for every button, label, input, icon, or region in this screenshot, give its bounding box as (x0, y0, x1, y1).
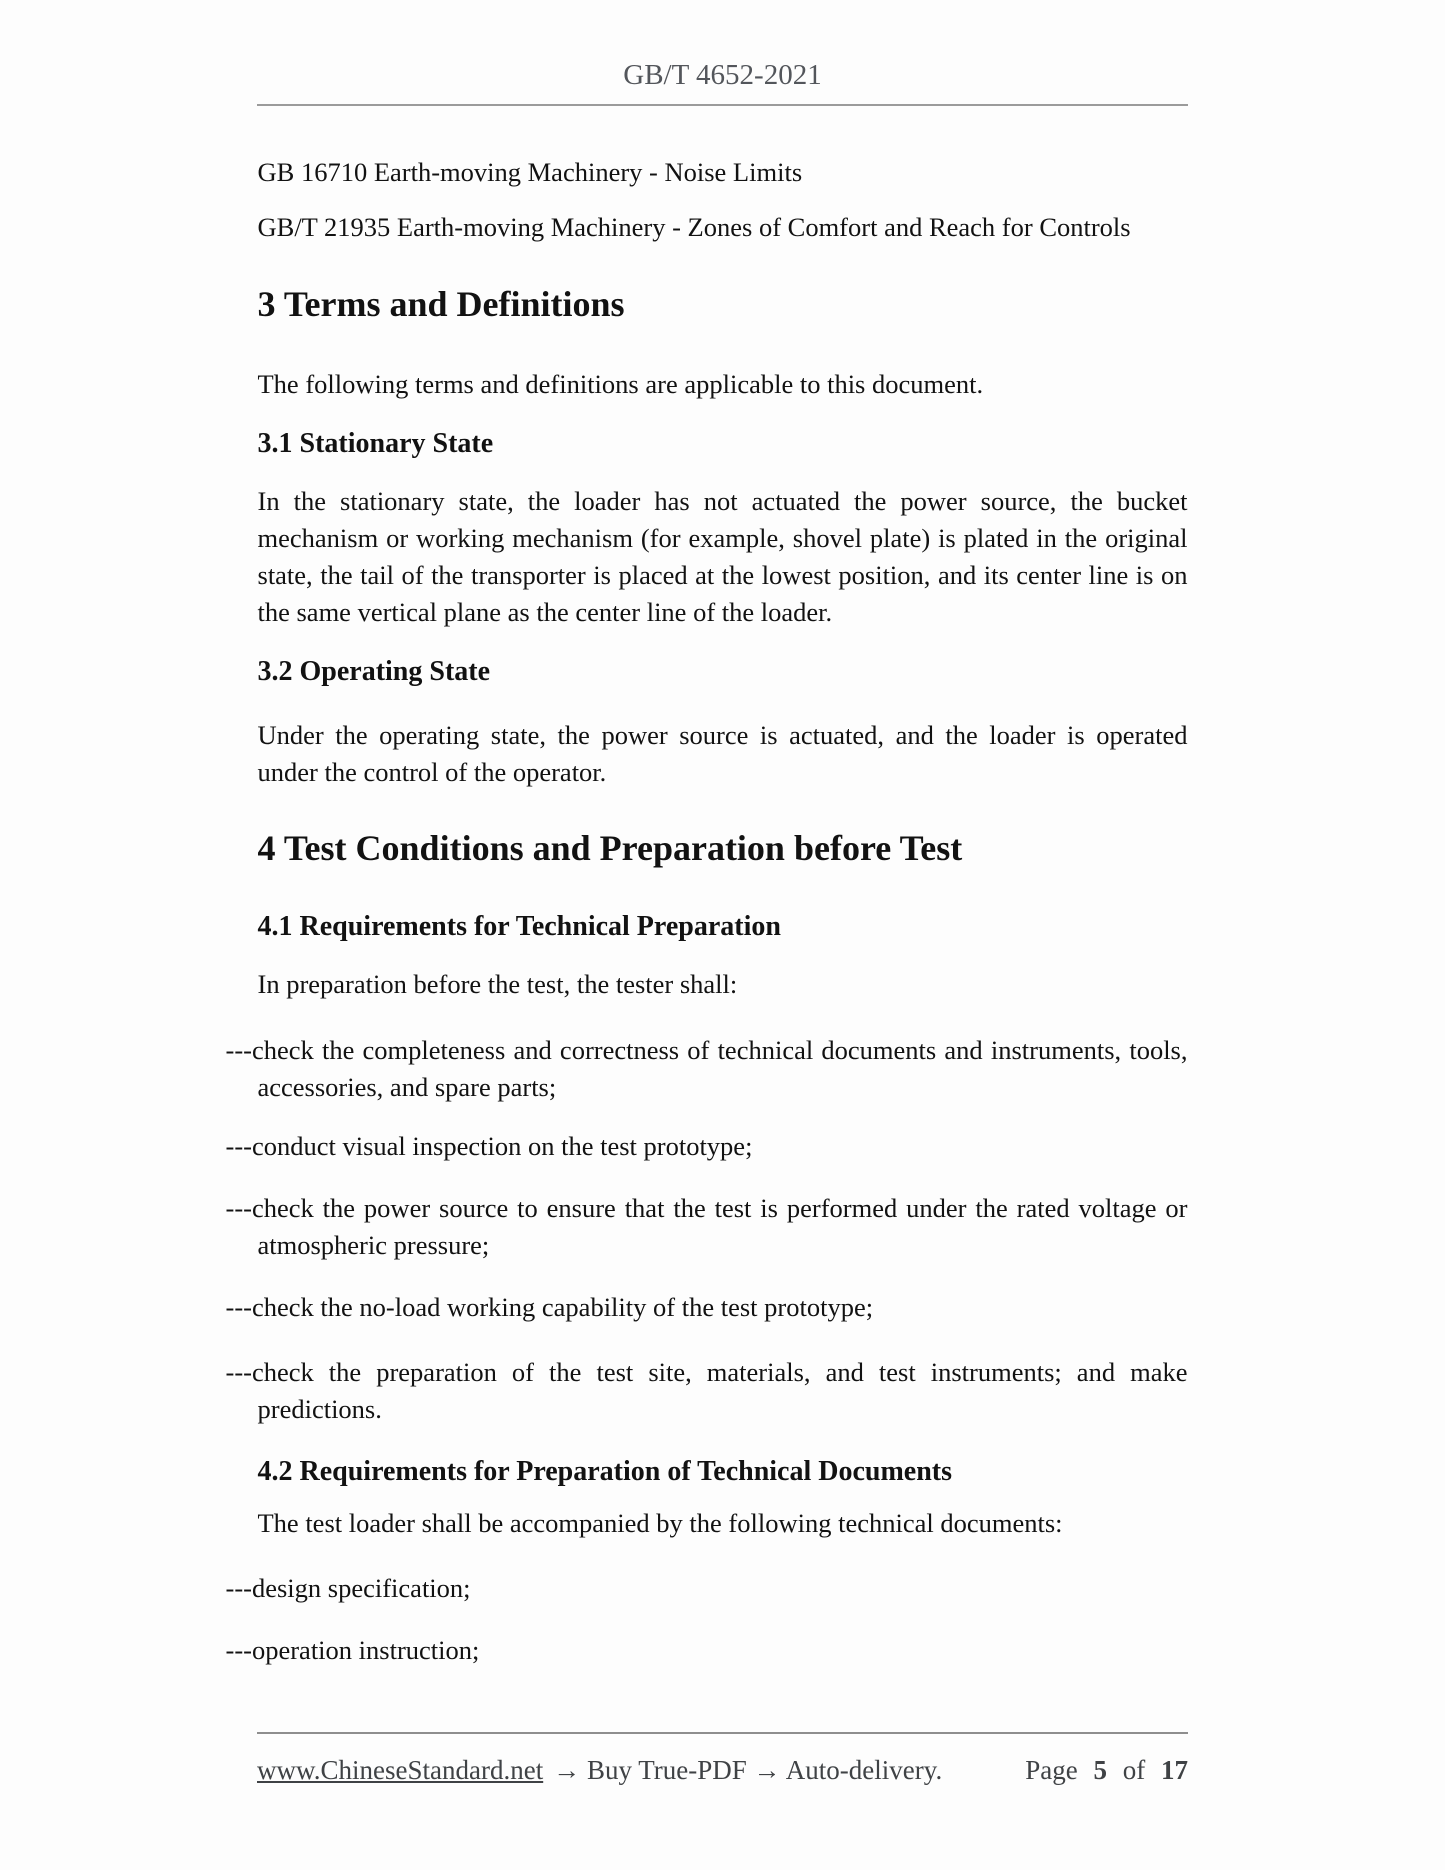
section-3-heading: 3 Terms and Definitions (257, 284, 625, 324)
reference-line: GB/T 21935 Earth-moving Machinery - Zones of Comfort and Reach for Controls (257, 212, 1131, 242)
section-4-heading: 4 Test Conditions and Preparation before Test (257, 828, 963, 868)
page-total-number: 17 (1161, 1755, 1188, 1785)
list-item: ---operation instruction; (225, 1635, 480, 1665)
list-item: ---check the power source to ensure that the test is performed under the rated voltage or atmospheric pressure; (225, 1193, 1188, 1260)
reference-line: GB 16710 Earth-moving Machinery - Noise Limits (257, 157, 803, 187)
page-header-standard-number: GB/T 4652-2021 (623, 59, 822, 91)
page-indicator (1025, 1752, 1188, 1789)
footer-divider (257, 1732, 1188, 1734)
list-item: ---design specification; (225, 1573, 471, 1603)
subsection-3-2-heading: 3.2 Operating State (257, 656, 491, 687)
footer-left-text (257, 1752, 942, 1789)
subsection-4-2-intro-paragraph: The test loader shall be accompanied by the following technical documents: (257, 1508, 1063, 1538)
page-of-word: of (1122, 1755, 1146, 1785)
footer-website-link[interactable]: www.ChineseStandard.net (257, 1755, 544, 1785)
subsection-3-2-paragraph: Under the operating state, the power source is actuated, and the loader is operated under the control of the operator. (257, 720, 1188, 787)
page-current-number: 5 (1093, 1755, 1107, 1785)
page-footer (257, 1752, 1188, 1789)
header-divider (257, 104, 1188, 106)
list-item: ---conduct visual inspection on the test prototype; (225, 1131, 753, 1161)
subsection-4-1-heading: 4.1 Requirements for Technical Preparation (257, 911, 781, 942)
subsection-3-1-heading: 3.1 Stationary State (257, 428, 494, 459)
list-item: ---check the no-load working capability of the test prototype; (225, 1292, 874, 1322)
list-item: ---check the preparation of the test site, materials, and test instruments; and make predictions. (225, 1357, 1188, 1424)
list-item: ---check the completeness and correctness of technical documents and instruments, tools, accessories, and spare parts; (225, 1035, 1188, 1102)
subsection-4-2-heading: 4.2 Requirements for Preparation of Technical Documents (257, 1456, 953, 1487)
subsection-4-1-intro-paragraph: In preparation before the test, the tester shall: (257, 969, 738, 999)
subsection-3-1-paragraph: In the stationary state, the loader has not actuated the power source, the bucket mechanism or working mechanism (for example, shovel plate) is plated in the original state, the tail of the transporter is placed at the lowest position, and its center line is on the same vertical plane as the center line of the loader. (257, 486, 1188, 627)
footer-tagline: → Buy True-PDF → Auto-delivery. (553, 1755, 943, 1785)
section-3-intro-paragraph: The following terms and definitions are applicable to this document. (257, 369, 984, 399)
document-body (225, 154, 1188, 1669)
page-word: Page (1025, 1755, 1078, 1785)
